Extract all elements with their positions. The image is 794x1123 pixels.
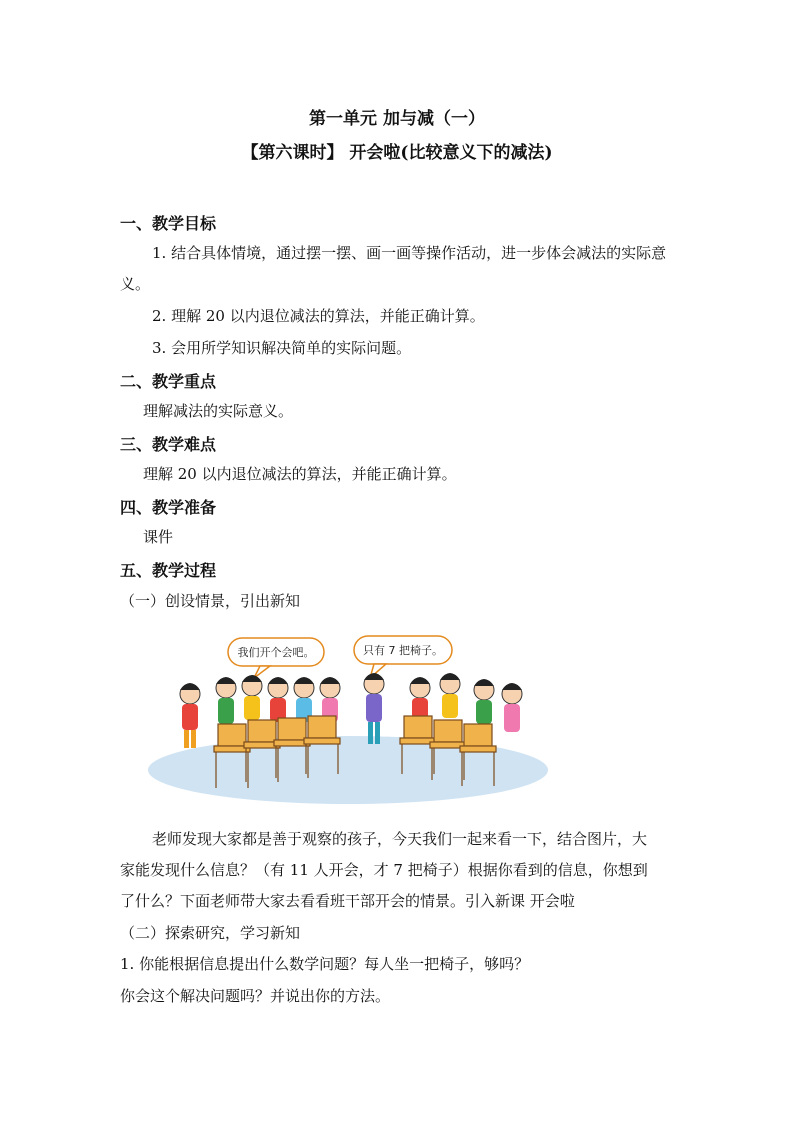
paragraph-line-1: 老师发现大家都是善于观察的孩子，今天我们一起来看一下，结合图片，大 bbox=[152, 830, 648, 848]
section-heading-difficulties: 三、教学难点 bbox=[120, 435, 217, 454]
question-1-cont: 你会这个解决问题吗？并说出你的方法。 bbox=[120, 987, 391, 1005]
preparation: 课件 bbox=[143, 528, 174, 546]
meeting-illustration bbox=[148, 628, 548, 806]
bubble-right-text: 只有 7 把椅子。 bbox=[363, 644, 443, 657]
child bbox=[242, 675, 262, 720]
section-heading-process: 五、教学过程 bbox=[120, 561, 217, 580]
child bbox=[474, 679, 494, 724]
child bbox=[268, 677, 288, 722]
child bbox=[180, 683, 200, 748]
paragraph-line-3: 了什么？下面老师带大家去看看班干部开会的情景。引入新课 开会啦 bbox=[120, 892, 575, 910]
process-step-1: （一）创设情景，引出新知 bbox=[120, 592, 301, 610]
question-1: 1. 你能根据信息提出什么数学问题？每人坐一把椅子，够吗？ bbox=[120, 955, 530, 973]
child bbox=[364, 673, 384, 744]
objective-2: 2. 理解 20 以内退位减法的算法，并能正确计算。 bbox=[152, 307, 485, 325]
process-step-2: （二）探索研究，学习新知 bbox=[120, 924, 301, 942]
section-heading-key-points: 二、教学重点 bbox=[120, 372, 217, 391]
child bbox=[320, 677, 340, 722]
bubble-left-text: 我们开个会吧。 bbox=[237, 646, 315, 659]
section-heading-preparation: 四、教学准备 bbox=[120, 498, 217, 517]
objective-1: 1. 结合具体情境，通过摆一摆、画一画等操作活动，进一步体会减法的实际意 bbox=[152, 244, 667, 262]
objective-3: 3. 会用所学知识解决简单的实际问题。 bbox=[152, 339, 412, 357]
key-point: 理解减法的实际意义。 bbox=[143, 402, 294, 420]
page-title: 第一单元 加与减（一） bbox=[309, 109, 485, 129]
paragraph-line-2: 家能发现什么信息？（有 11 人开会，才 7 把椅子）根据你看到的信息，你想到 bbox=[120, 861, 648, 879]
child bbox=[410, 677, 430, 722]
speech-bubble-right bbox=[354, 636, 452, 678]
section-heading-objectives: 一、教学目标 bbox=[120, 214, 217, 233]
child bbox=[502, 683, 522, 732]
child bbox=[440, 673, 460, 718]
child bbox=[294, 677, 314, 722]
difficulty: 理解 20 以内退位减法的算法，并能正确计算。 bbox=[143, 465, 457, 483]
speech-bubble-left bbox=[228, 638, 324, 678]
objective-1-cont: 义。 bbox=[120, 275, 151, 293]
lesson-subtitle: 【第六课时】 开会啦(比较意义下的减法) bbox=[241, 143, 553, 163]
